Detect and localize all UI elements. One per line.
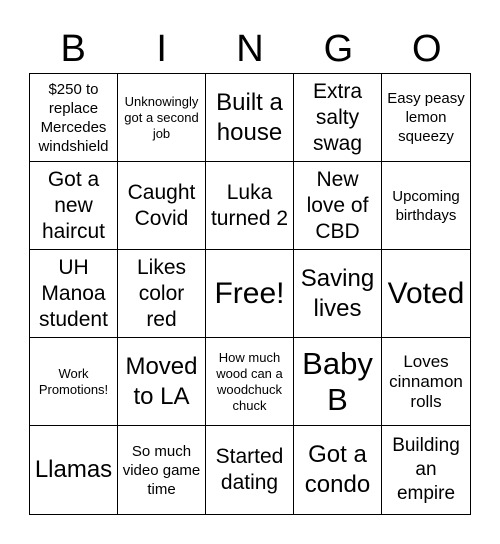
- cell-label: Luka turned 2: [210, 180, 289, 230]
- bingo-cell-r5c4[interactable]: [294, 426, 382, 514]
- bingo-header: [29, 24, 471, 74]
- header-letter-i: I: [156, 28, 167, 70]
- cell-label: Moved to LA: [125, 352, 198, 410]
- bingo-cell-r5c2[interactable]: [118, 426, 206, 514]
- bingo-cell-r3c1[interactable]: [30, 250, 118, 338]
- cell-label: Extra salty swag: [312, 79, 363, 155]
- bingo-cell-r1c3[interactable]: [206, 74, 294, 162]
- cell-label: Got a condo: [304, 441, 371, 498]
- header-letter-g: G: [323, 28, 354, 70]
- header-letter-b: B: [60, 28, 86, 70]
- cell-label: Likes color red: [136, 255, 187, 331]
- bingo-cell-r4c4[interactable]: [294, 338, 382, 426]
- bingo-cell-r2c4[interactable]: [294, 162, 382, 250]
- bingo-cell-r1c1[interactable]: [30, 74, 118, 162]
- bingo-cell-r3c5[interactable]: [382, 250, 470, 338]
- bingo-cell-r5c1[interactable]: [30, 426, 118, 514]
- cell-label: Got a new haircut: [41, 167, 106, 243]
- cell-label: Building an empire: [392, 435, 460, 504]
- header-letter-n: N: [236, 28, 264, 70]
- bingo-cell-r2c5[interactable]: [382, 162, 470, 250]
- cell-label: Work Promotions!: [38, 365, 109, 397]
- cell-label: Free!: [214, 276, 285, 310]
- bingo-cell-r4c2[interactable]: [118, 338, 206, 426]
- bingo-cell-r1c4[interactable]: [294, 74, 382, 162]
- cell-label: Loves cinnamon rolls: [389, 351, 463, 411]
- bingo-cell-r4c3[interactable]: [206, 338, 294, 426]
- cell-label: Caught Covid: [127, 180, 196, 230]
- bingo-cell-r4c1[interactable]: [30, 338, 118, 426]
- cell-label: Easy peasy lemon squeezy: [387, 90, 465, 145]
- bingo-cell-r1c2[interactable]: [118, 74, 206, 162]
- bingo-cell-r4c5[interactable]: [382, 338, 470, 426]
- bingo-cell-r5c3[interactable]: [206, 426, 294, 514]
- header-letter-o: O: [412, 28, 442, 70]
- bingo-cell-r2c1[interactable]: [30, 162, 118, 250]
- bingo-cell-r5c5[interactable]: [382, 426, 470, 514]
- cell-label: UH Manoa student: [39, 255, 108, 331]
- cell-label: Built a house: [216, 88, 283, 146]
- cell-label: New love of CBD: [306, 167, 369, 243]
- cell-label: So much video game time: [122, 442, 201, 498]
- cell-label: How much wood can a woodchuck chuck: [216, 349, 283, 413]
- cell-label: Saving lives: [300, 264, 375, 322]
- bingo-cell-r1c5[interactable]: [382, 74, 470, 162]
- bingo-cell-r2c3[interactable]: [206, 162, 294, 250]
- cell-label: Baby B: [302, 345, 373, 417]
- cell-label: Llamas: [34, 456, 113, 483]
- cell-label: Unknowingly got a second job: [124, 93, 199, 141]
- bingo-cell-r3c4[interactable]: [294, 250, 382, 338]
- cell-label: Upcoming birthdays: [392, 187, 460, 224]
- bingo-cell-r3c2[interactable]: [118, 250, 206, 338]
- cell-label: Voted: [387, 276, 465, 310]
- cell-label: Started dating: [215, 445, 284, 494]
- bingo-cell-r3c3[interactable]: [206, 250, 294, 338]
- cell-label: $250 to replace Mercedes windshield: [38, 80, 109, 155]
- bingo-cell-r2c2[interactable]: [118, 162, 206, 250]
- bingo-board: [29, 73, 471, 515]
